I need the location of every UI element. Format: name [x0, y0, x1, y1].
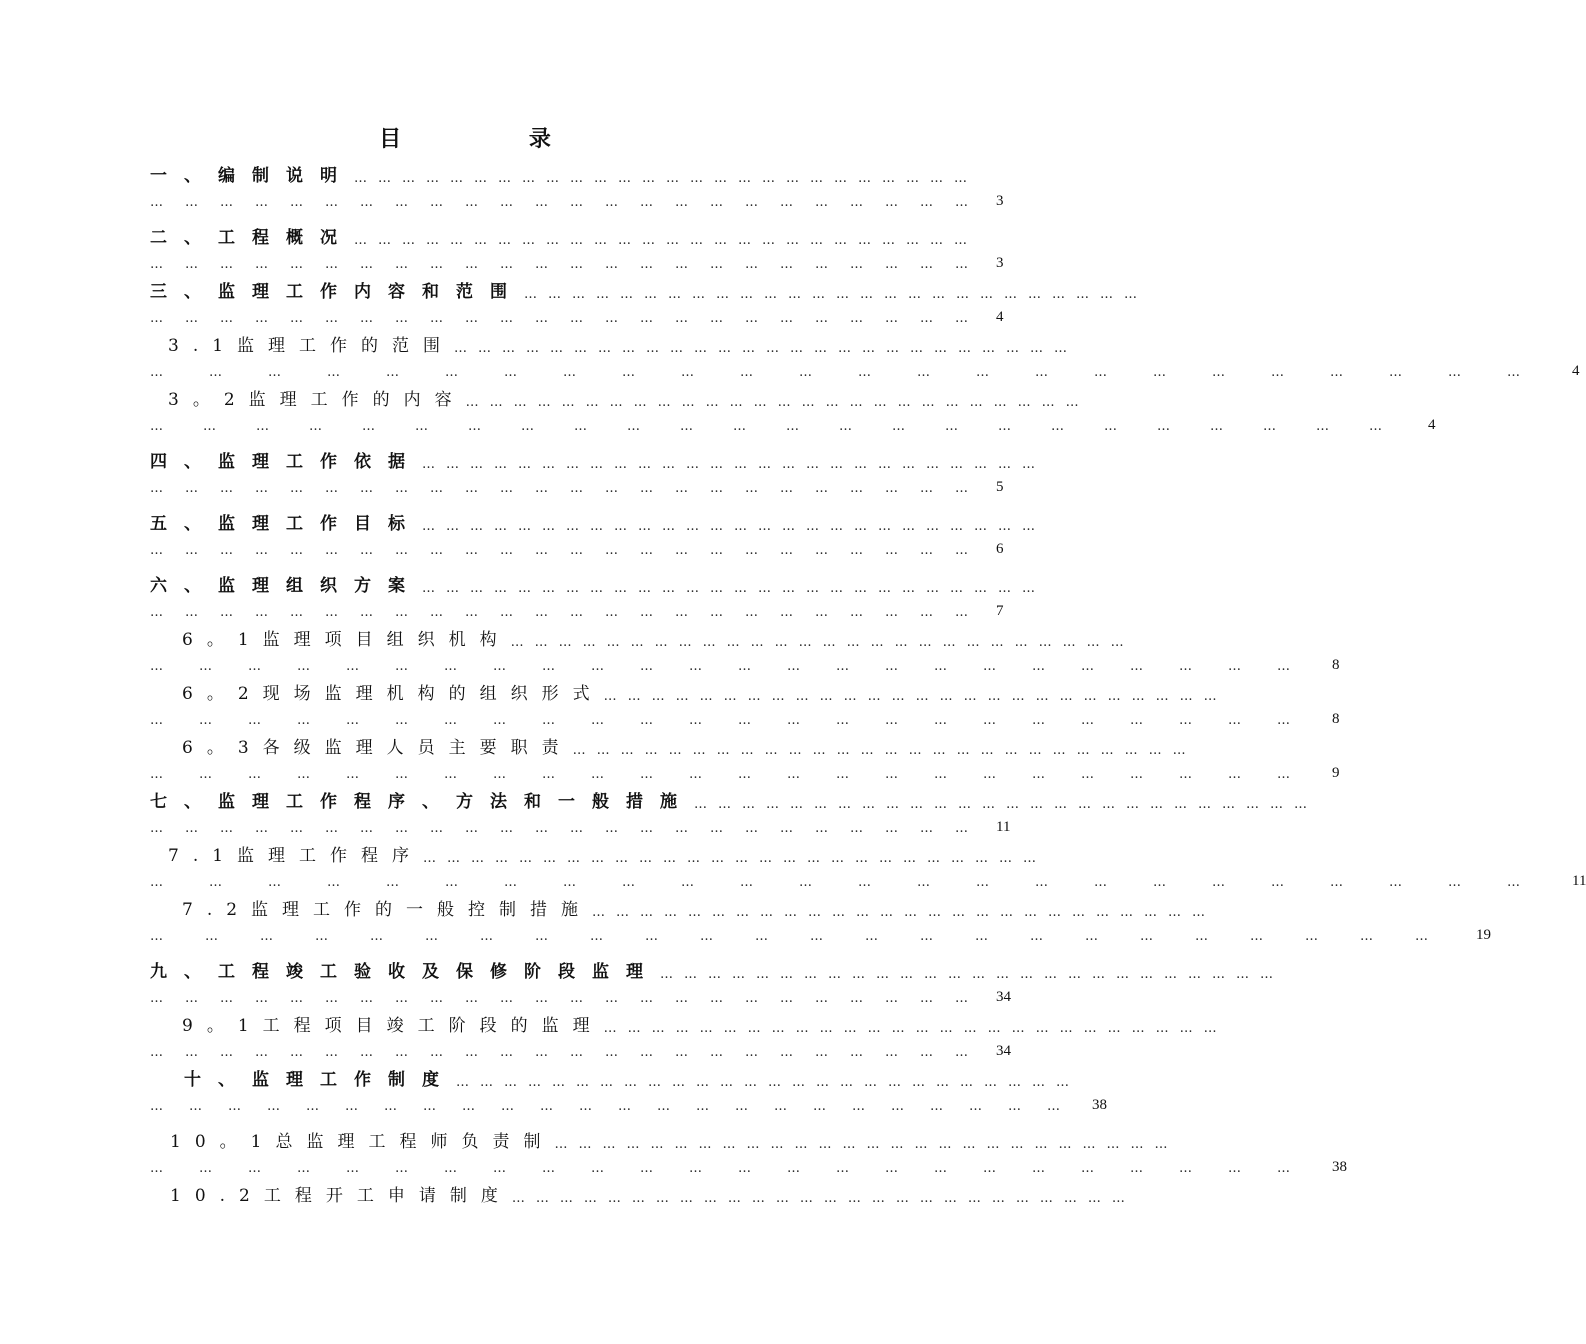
toc-entry[interactable]	[150, 384, 1436, 434]
dot-leader: ………………………………………………………………	[150, 419, 1422, 434]
dot-leader: ……………………………………………………………………	[354, 233, 978, 248]
dot-leader: ………………………………………………………………	[150, 659, 1326, 674]
dot-leader: ………………………………………………………………	[150, 543, 990, 558]
page-number: 38	[1332, 1159, 1347, 1175]
dot-leader: ………………………………………………………………	[150, 311, 990, 326]
page-number: 19	[1476, 927, 1491, 943]
entry-label: 七、监理工作程序、方法和一般措施	[150, 792, 694, 812]
page-number: 8	[1332, 711, 1340, 727]
dot-leader: ……………………………………………………………………	[423, 851, 1048, 866]
toc-entry[interactable]	[150, 446, 1046, 496]
toc-entry[interactable]	[150, 894, 1491, 944]
page-number: 4	[1572, 363, 1580, 379]
dot-leader: ……………………………………………………………………	[510, 635, 1135, 650]
page-number: 4	[1428, 417, 1436, 433]
entry-label: 3.1监理工作的范围	[168, 336, 455, 356]
dot-leader: ……………………………………………………………………	[465, 395, 1090, 410]
dot-leader: ………………………………………………………………	[150, 767, 1326, 782]
entry-label: 6。3各级监理人员主要职责	[182, 738, 573, 758]
dot-leader: ……………………………………………………………………	[511, 1191, 1136, 1206]
entry-label: 9。1工程项目竣工阶段的监理	[182, 1016, 604, 1036]
toc-entry[interactable]	[150, 276, 1148, 326]
toc-title: 目 录	[379, 126, 611, 152]
dot-leader: ……………………………………………………………………	[603, 689, 1228, 704]
dot-leader: ……………………………………………………………………	[422, 457, 1046, 472]
toc-entry[interactable]	[150, 956, 1284, 1006]
entry-label: 7.2监理工作的一般控制措施	[182, 900, 593, 920]
toc-entry[interactable]	[150, 678, 1340, 728]
page-number: 11	[996, 819, 1011, 835]
entry-label: 六、监理组织方案	[150, 576, 422, 596]
entry-label: 十、监理工作制度	[184, 1070, 456, 1090]
dot-leader: ………………………………………………………………	[150, 365, 1566, 380]
dot-leader: ……………………………………………………………………	[660, 967, 1284, 982]
page-number: 34	[996, 989, 1011, 1005]
toc-entry[interactable]	[150, 1064, 1107, 1114]
page-number: 34	[996, 1043, 1011, 1059]
page-number: 8	[1332, 657, 1340, 673]
entry-label: 7.1监理工作程序	[168, 846, 424, 866]
dot-leader: ………………………………………………………………	[150, 991, 990, 1006]
dot-leader: ……………………………………………………………………	[422, 581, 1046, 596]
dot-leader: ………………………………………………………………	[150, 481, 990, 496]
dot-leader: ……………………………………………………………………	[554, 1137, 1179, 1152]
page-number: 9	[1332, 765, 1340, 781]
toc-entry[interactable]	[150, 508, 1046, 558]
dot-leader: ………………………………………………………………	[150, 257, 990, 272]
toc-entry[interactable]	[150, 1010, 1228, 1060]
dot-leader: ………………………………………………………………	[150, 605, 990, 620]
page-number: 5	[996, 479, 1004, 495]
entry-label: 二、工程概况	[150, 228, 354, 248]
dot-leader: ………………………………………………………………	[150, 1161, 1326, 1176]
page-number: 6	[996, 541, 1004, 557]
toc-entry[interactable]	[150, 840, 1586, 890]
entry-label: 四、监理工作依据	[150, 452, 422, 472]
dot-leader: ……………………………………………………………………	[592, 905, 1217, 920]
dot-leader: ………………………………………………………………	[150, 1045, 990, 1060]
page-number: 3	[996, 193, 1004, 209]
dot-leader: ……………………………………………………………………	[422, 519, 1046, 534]
entry-label: 3。2监理工作的内容	[168, 390, 466, 410]
entry-label: 6。2现场监理机构的组织形式	[182, 684, 604, 704]
dot-leader: ………………………………………………………………	[150, 1099, 1086, 1114]
dot-leader: ……………………………………………………………………	[454, 341, 1079, 356]
page-number: 11	[1572, 873, 1586, 889]
toc-entry[interactable]	[150, 570, 1046, 620]
dot-leader: ……………………………………………………………………	[694, 797, 1318, 812]
toc-entry[interactable]	[150, 160, 1004, 210]
toc-entry[interactable]	[150, 222, 1004, 272]
entry-label: 五、监理工作目标	[150, 514, 422, 534]
dot-leader: ……………………………………………………………………	[354, 171, 978, 186]
entry-label: 三、监理工作内容和范围	[150, 282, 524, 302]
dot-leader: ………………………………………………………………	[150, 929, 1470, 944]
entry-label: 10。1总监理工程师负责制	[170, 1132, 555, 1152]
dot-leader: ……………………………………………………………………	[603, 1021, 1228, 1036]
dot-leader: ……………………………………………………………………	[524, 287, 1148, 302]
entry-label: 10.2工程开工申请制度	[170, 1186, 512, 1206]
entry-label: 九、工程竣工验收及保修阶段监理	[150, 962, 660, 982]
dot-leader: ………………………………………………………………	[150, 195, 990, 210]
toc-entry[interactable]	[150, 786, 1318, 836]
entry-label: 6。1监理项目组织机构	[182, 630, 511, 650]
page-number: 4	[996, 309, 1004, 325]
dot-leader: ………………………………………………………………	[150, 875, 1566, 890]
toc-entry[interactable]	[150, 330, 1580, 380]
toc-entry[interactable]	[150, 1126, 1347, 1176]
dot-leader: ………………………………………………………………	[150, 713, 1326, 728]
dot-leader: ……………………………………………………………………	[456, 1075, 1080, 1090]
page-number: 38	[1092, 1097, 1107, 1113]
toc-entry[interactable]	[150, 732, 1340, 782]
toc-entry[interactable]	[150, 1180, 1136, 1206]
page-number: 3	[996, 255, 1004, 271]
toc-entry[interactable]	[150, 624, 1340, 674]
entry-label: 一、编制说明	[150, 166, 354, 186]
page-number: 7	[996, 603, 1004, 619]
dot-leader: ……………………………………………………………………	[572, 743, 1197, 758]
dot-leader: ………………………………………………………………	[150, 821, 990, 836]
